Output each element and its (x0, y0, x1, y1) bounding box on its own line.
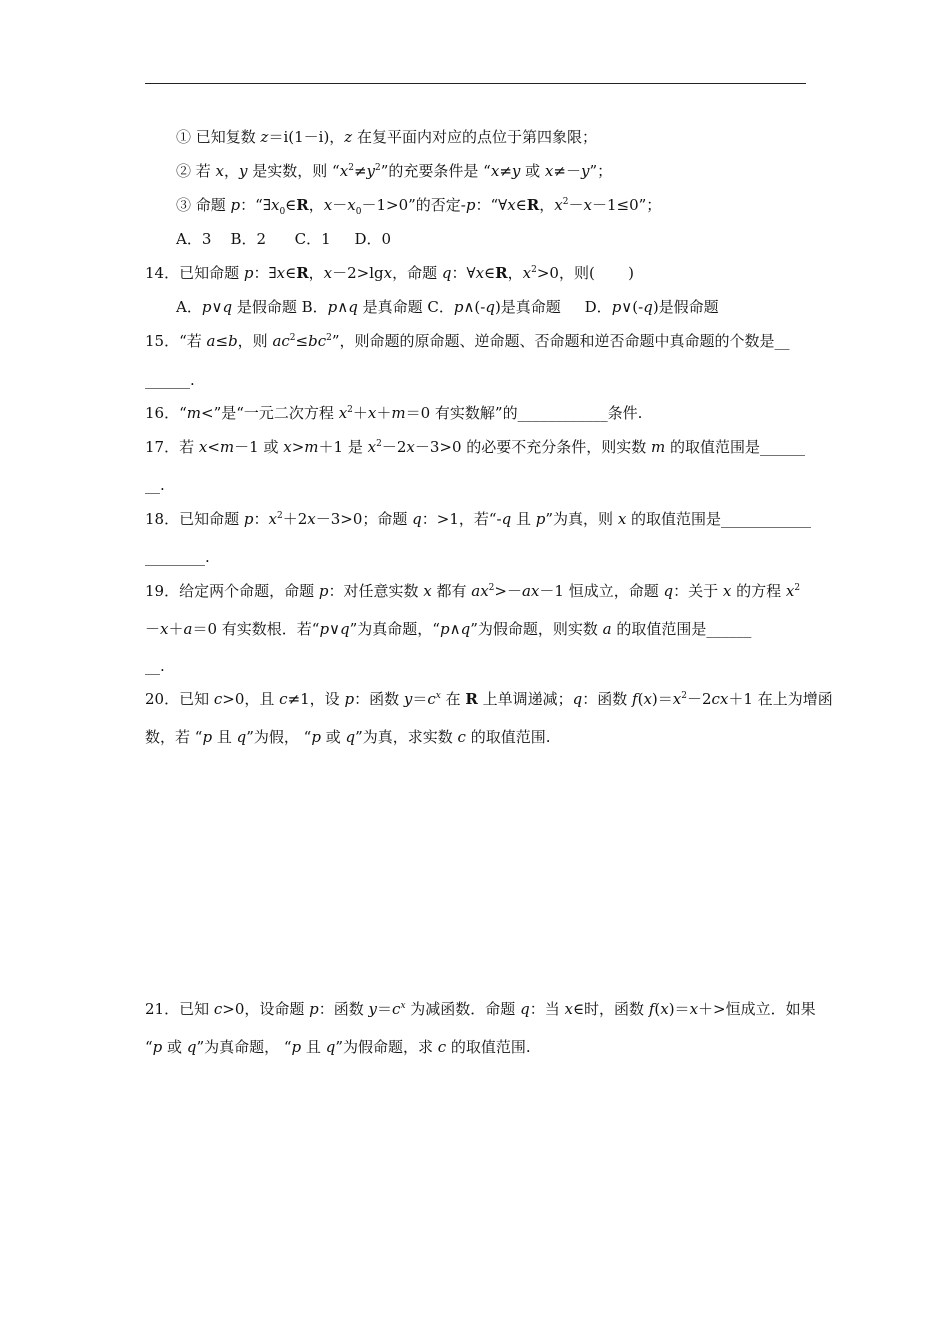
q17-stem: 17．若 x<m－1 或 x>m＋1 是 $x^2-2x-3>0$ 的必要不充分条件，则实数 m 的取值范围是______ (145, 438, 806, 456)
q21-stem-cont: “p 或 q”为真命题， “p 且 q”为假命题，求 c 的取值范围. (145, 1038, 531, 1056)
header-rule (145, 83, 806, 84)
q18-stem: 18．已知命题 p：$x^2+2x-3>0$；命题 q：>1，若“-q 且 p”为真，则 x 的取值范围是____________ (145, 510, 812, 528)
q14-stem: 14．已知命题 p：∃x∈R，x－2>lgx，命题 q：∀x∈R，$x^2>0$，则( ) (145, 264, 635, 282)
q17-blank-cont: __. (145, 476, 165, 494)
q20-stem-cont: 数，若 “p 且 q”为假， “p 或 q”为真，求实数 c 的取值范围. (145, 728, 551, 746)
q13-statement-2: ② 若 x，y 是实数，则 “$x^2\ne y^2$”的充要条件是 “x≠y 或 x≠－y”； (176, 162, 613, 180)
q16-stem: 16．“m<”是“一元二次方程 $x^2+x+m=0$ 有实数解”的____________条件. (145, 404, 643, 422)
q15-blank-cont: ______. (145, 371, 195, 389)
q13-statement-1: ① 已知复数 z＝i(1－i)，z 在复平面内对应的点位于第四象限； (176, 128, 597, 146)
q15-stem: 15．“若 a≤b，则 $ac^2\le bc^2$”，则命题的原命题、逆命题、否命题和逆否命题中真命题的个数是__ (145, 332, 790, 350)
q20-stem: 20．已知 c>0，且 c≠1，设 p：函数 $y=c^x$ 在 R 上单调递减；q：函数 $f(x)=x^2-2cx+1$ 在上为增函 (145, 690, 833, 708)
q18-blank-cont: ________. (145, 548, 210, 566)
q21-stem: 21．已知 c>0，设命题 p：函数 $y=c^x$ 为减函数．命题 q：当 x∈时，函数 f(x)＝x＋>恒成立．如果 (145, 1000, 816, 1018)
q19-stem-cont: －x＋a＝0 有实数根．若“p∨q”为真命题，“p∧q”为假命题，则实数 a 的取值范围是______ (145, 620, 752, 638)
q13-options: A．3 B．2 C．1 D．0 (176, 230, 392, 248)
q14-options: A．p∨q 是假命题 B．p∧q 是真命题 C．p∧(-q)是真命题 D．p∨(-q)是假命题 (176, 298, 719, 316)
q13-statement-3: ③ 命题 p：“$\exists x_0\in R$，$x-x_0-1>0$”的否定-p：“∀x∈R，$x^2-x-1\le 0$”； (176, 196, 662, 217)
q19-stem: 19．给定两个命题，命题 p：对任意实数 x 都有 $ax^2>-ax-1$ 恒成立，命题 q：关于 x 的方程 $x^2$ (145, 582, 801, 600)
q19-blank-cont: __. (145, 657, 165, 675)
